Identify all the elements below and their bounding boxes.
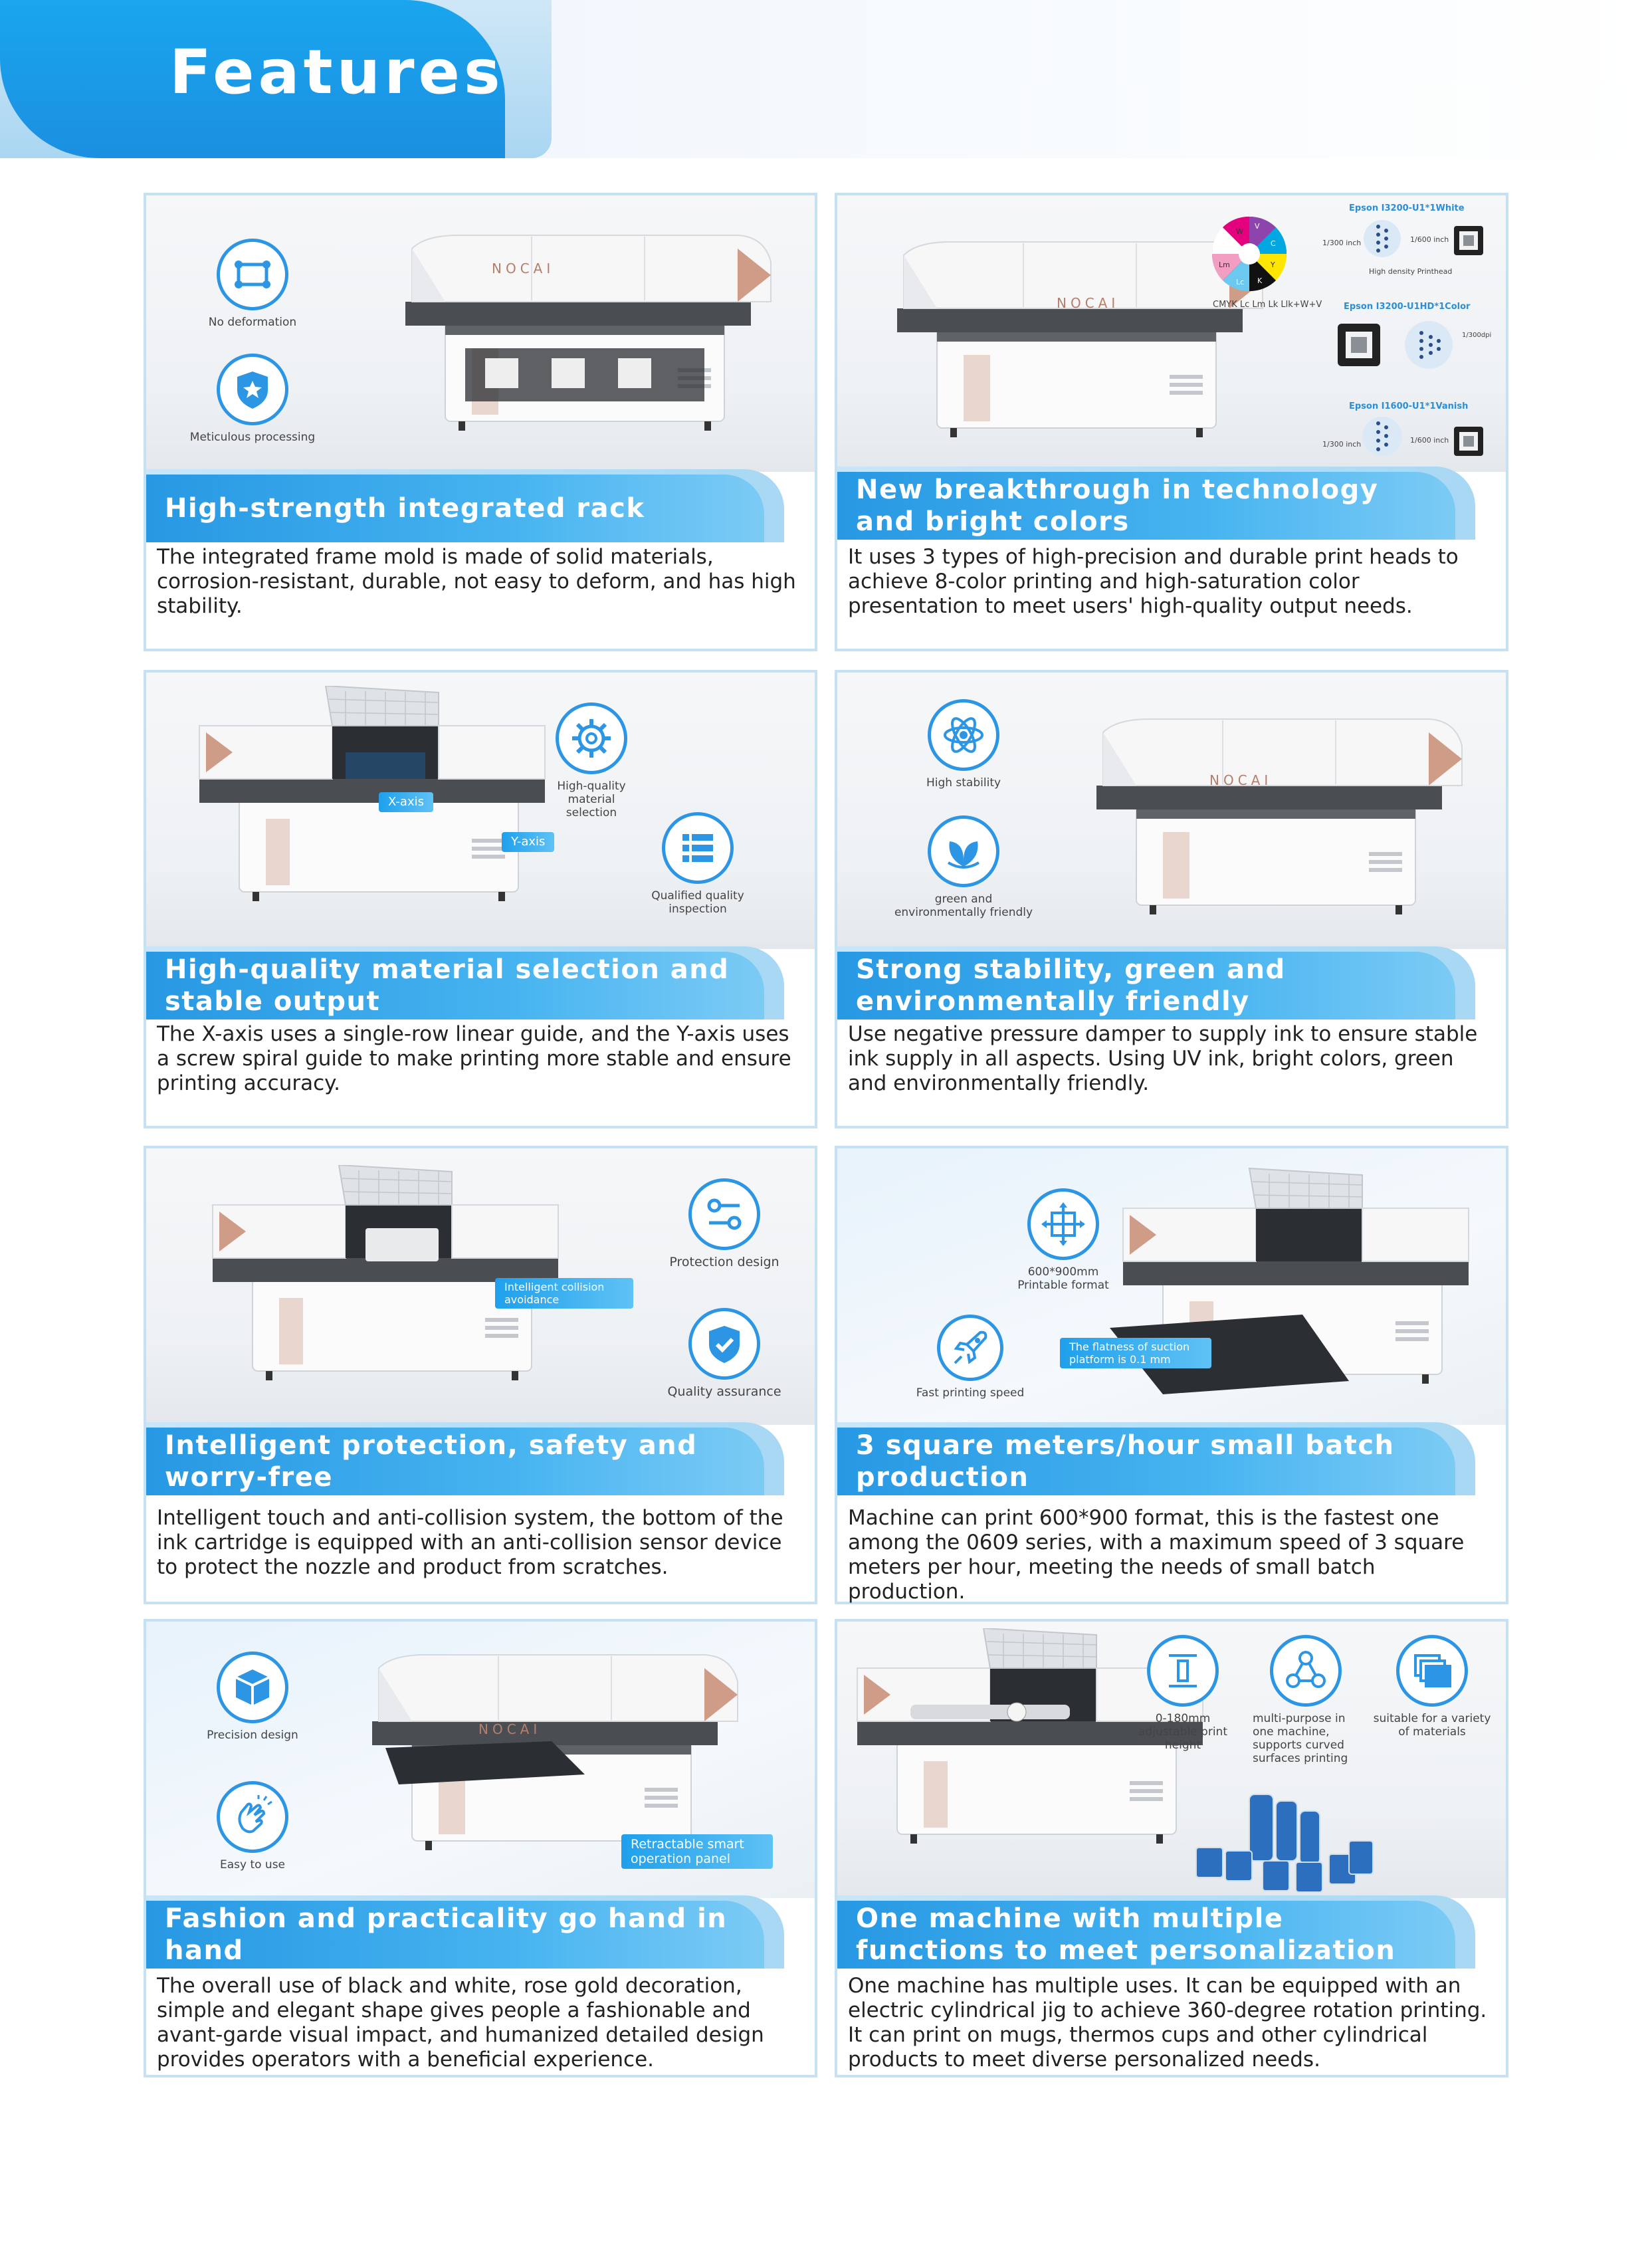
feature-card-protection	[144, 1146, 817, 1604]
card-description: It uses 3 types of high-precision and durable print heads to achieve 8-color printing and high-saturation color presentation to meet users' high-quality output needs.	[848, 545, 1459, 618]
feature-icon-printable-format	[990, 1188, 1136, 1292]
feature-icon-green	[877, 815, 1050, 919]
operation-panel-callout: Retractable smart operation panel	[621, 1834, 773, 1869]
height-adjust-icon	[1160, 1648, 1206, 1694]
color-letter: Y	[1271, 261, 1275, 269]
color-letter: W	[1236, 227, 1243, 236]
icon-label: multi-purpose in one machine, supports curved surfaces printing	[1253, 1712, 1348, 1765]
card-title-bar	[837, 946, 1506, 1019]
card-description: The X-axis uses a single-row linear guide, and the Y-axis uses a screw spiral guide to make printing more stable and ensure printing accuracy.	[157, 1022, 791, 1095]
card-title: High-quality material selection and stable output	[165, 954, 730, 1017]
card-title: 3 square meters/hour small batch production	[856, 1430, 1395, 1493]
icon-label: Qualified quality inspection	[651, 889, 744, 916]
feature-card-stability	[835, 670, 1508, 1128]
page-title: Features	[169, 37, 504, 108]
icon-label: Meticulous processing	[189, 431, 316, 444]
x-axis-callout: X-axis	[379, 792, 433, 812]
icon-label: suitable for a variety of materials	[1373, 1712, 1491, 1739]
printhead-dpi: 1/600 inch	[1410, 235, 1449, 244]
color-letter: Lc	[1236, 278, 1245, 286]
feature-icon-quality-inspection	[631, 812, 764, 916]
rocket-icon	[947, 1325, 993, 1371]
brand-mark: NOCAI	[478, 1721, 542, 1737]
printhead-name: Epson I3200-U1HD*1Color	[1344, 302, 1471, 312]
printer-image	[159, 686, 585, 912]
card-title: One machine with multiple functions to meet personalization	[856, 1903, 1396, 1966]
icon-label: Precision design	[207, 1729, 298, 1742]
card-description: The integrated frame mold is made of solid materials, corrosion-resistant, durable, not easy to deform, and has high stability.	[157, 545, 796, 618]
card-title-bar	[837, 467, 1506, 540]
printhead-icon	[1449, 221, 1489, 261]
card-title-bar	[146, 946, 815, 1019]
printhead-icon	[1332, 318, 1386, 372]
icon-label: Easy to use	[219, 1858, 286, 1871]
flatness-callout: The flatness of suction platform is 0.1 mm	[1060, 1338, 1211, 1368]
card-title-bar	[146, 1895, 815, 1969]
printer-image	[1057, 706, 1482, 932]
gear-icon	[568, 715, 615, 762]
feature-card-fashion	[144, 1619, 817, 2078]
cups-products-image	[1183, 1788, 1382, 1894]
icon-label: High stability	[926, 776, 1001, 790]
brand-mark: NOCAI	[492, 261, 555, 276]
card-title-bar	[837, 1422, 1506, 1495]
feature-card-technology	[835, 193, 1508, 651]
card-description: Machine can print 600*900 format, this is the fastest one among the 0609 series, with a maximum speed of 3 square meters per hour, meeting the needs of small batch production.	[848, 1506, 1465, 1604]
card-title-bar	[837, 1895, 1506, 1969]
y-axis-callout: Y-axis	[502, 832, 554, 852]
color-letter: Lk	[1223, 239, 1231, 248]
card-photo	[146, 195, 815, 472]
color-letter: V	[1255, 222, 1260, 231]
card-photo	[837, 673, 1506, 949]
feature-icon-protection-design	[651, 1178, 797, 1269]
color-wheel-icon	[1209, 214, 1289, 294]
feature-card-production	[835, 1146, 1508, 1604]
color-wheel-caption: CMYK Lc Lm Lk Llk+W+V	[1213, 300, 1322, 310]
card-title: New breakthrough in technology and bright colors	[856, 475, 1379, 537]
card-photo	[146, 673, 815, 949]
card-description: Intelligent touch and anti-collision system, the bottom of the ink cartridge is equipped with an anti-collision sensor device to protect the nozzle and product from scratches.	[157, 1506, 783, 1579]
icon-label: High-quality material selection	[557, 780, 626, 819]
printhead-note: High density Printhead	[1369, 267, 1453, 276]
printer-image	[332, 1642, 758, 1868]
card-photo	[146, 1622, 815, 1898]
card-title: Fashion and practicality go hand in hand	[165, 1903, 728, 1966]
icon-label: Fast printing speed	[916, 1386, 1025, 1400]
printhead-name: Epson I3200-U1*1White	[1349, 203, 1465, 213]
brand-mark: NOCAI	[1209, 772, 1273, 788]
icon-label: Quality assurance	[667, 1384, 781, 1399]
printhead-dpi: 1/300 inch	[1322, 440, 1362, 449]
feature-icon-material-selection	[525, 702, 658, 819]
dot-matrix-icon	[1356, 413, 1409, 460]
feature-icon-no-deformation	[186, 239, 319, 329]
feature-icon-quality-assurance	[651, 1308, 797, 1398]
layers-icon	[1409, 1648, 1455, 1694]
clapping-hands-icon	[229, 1794, 276, 1840]
card-photo	[837, 195, 1506, 472]
card-description: One machine has multiple uses. It can be equipped with an electric cylindrical jig to achieve 360-degree rotation printing. It can print on mugs, thermos cups and other cylindrical products to meet diverse personalized needs.	[848, 1974, 1487, 2072]
collision-avoidance-callout: Intelligent collision avoidance	[495, 1278, 633, 1309]
dot-matrix-icon	[1356, 219, 1409, 259]
feature-icon-fast-printing	[897, 1315, 1043, 1400]
feature-icon-meticulous	[173, 354, 332, 444]
card-title-bar	[146, 469, 815, 542]
feature-icon-print-height	[1130, 1635, 1236, 1752]
card-photo	[837, 1148, 1506, 1425]
printer-image	[1083, 1162, 1506, 1414]
leaf-icon	[940, 828, 987, 875]
icon-label: No deformation	[208, 316, 297, 329]
atom-icon	[940, 712, 987, 758]
feature-icon-easy-to-use	[186, 1781, 319, 1871]
expand-arrows-icon	[1040, 1201, 1086, 1247]
feature-icon-materials	[1369, 1635, 1495, 1739]
card-photo	[837, 1622, 1506, 1898]
feature-card-multifunction	[835, 1619, 1508, 2078]
icon-label: green and environmentally friendly	[894, 893, 1033, 919]
card-photo	[146, 1148, 815, 1425]
printhead-dpi: 1/600 inch	[1410, 436, 1449, 445]
printer-image	[365, 222, 791, 448]
brand-mark: NOCAI	[1057, 295, 1120, 311]
card-title-bar	[146, 1422, 815, 1495]
shield-star-icon	[229, 366, 276, 413]
color-letter: C	[1271, 239, 1276, 248]
icon-label: Protection design	[669, 1255, 779, 1269]
card-description: Use negative pressure damper to supply ink to ensure stable ink supply in all aspects. Using UV ink, bright colors, green and environmentally friendly.	[848, 1022, 1478, 1095]
icon-label: 0-180mm adjustable print height	[1138, 1712, 1227, 1752]
printhead-dpi: 1/300 inch	[1322, 239, 1362, 247]
color-letter: Lm	[1219, 261, 1230, 269]
printhead-dpi: 1/300dpi	[1462, 332, 1492, 339]
printhead-icon	[1449, 421, 1489, 461]
dot-matrix-icon	[1399, 318, 1459, 372]
toggle-icon	[701, 1191, 748, 1237]
printhead-name: Epson I1600-U1*1Vanish	[1349, 401, 1469, 411]
list-icon	[674, 825, 721, 871]
card-title: Strong stability, green and environmentally friendly	[856, 954, 1286, 1017]
cube-icon	[229, 1664, 276, 1711]
feature-icon-high-stability	[897, 699, 1030, 790]
feature-icon-precision-design	[186, 1652, 319, 1742]
network-icon	[1283, 1648, 1329, 1694]
feature-card-rack	[144, 193, 817, 651]
card-title: High-strength integrated rack	[165, 493, 645, 524]
feature-icon-multi-purpose	[1249, 1635, 1362, 1765]
frame-icon	[229, 251, 276, 298]
card-description: The overall use of black and white, rose gold decoration, simple and elegant shape gives people a fashionable and avant-garde visual impact, and humanized detailed design provides operators with a beneficial experience.	[157, 1974, 764, 2072]
card-title: Intelligent protection, safety and worry-free	[165, 1430, 698, 1493]
feature-card-material	[144, 670, 817, 1128]
icon-label: 600*900mm Printable format	[1017, 1265, 1109, 1292]
color-letter: K	[1257, 276, 1263, 285]
shield-check-icon	[701, 1321, 748, 1367]
